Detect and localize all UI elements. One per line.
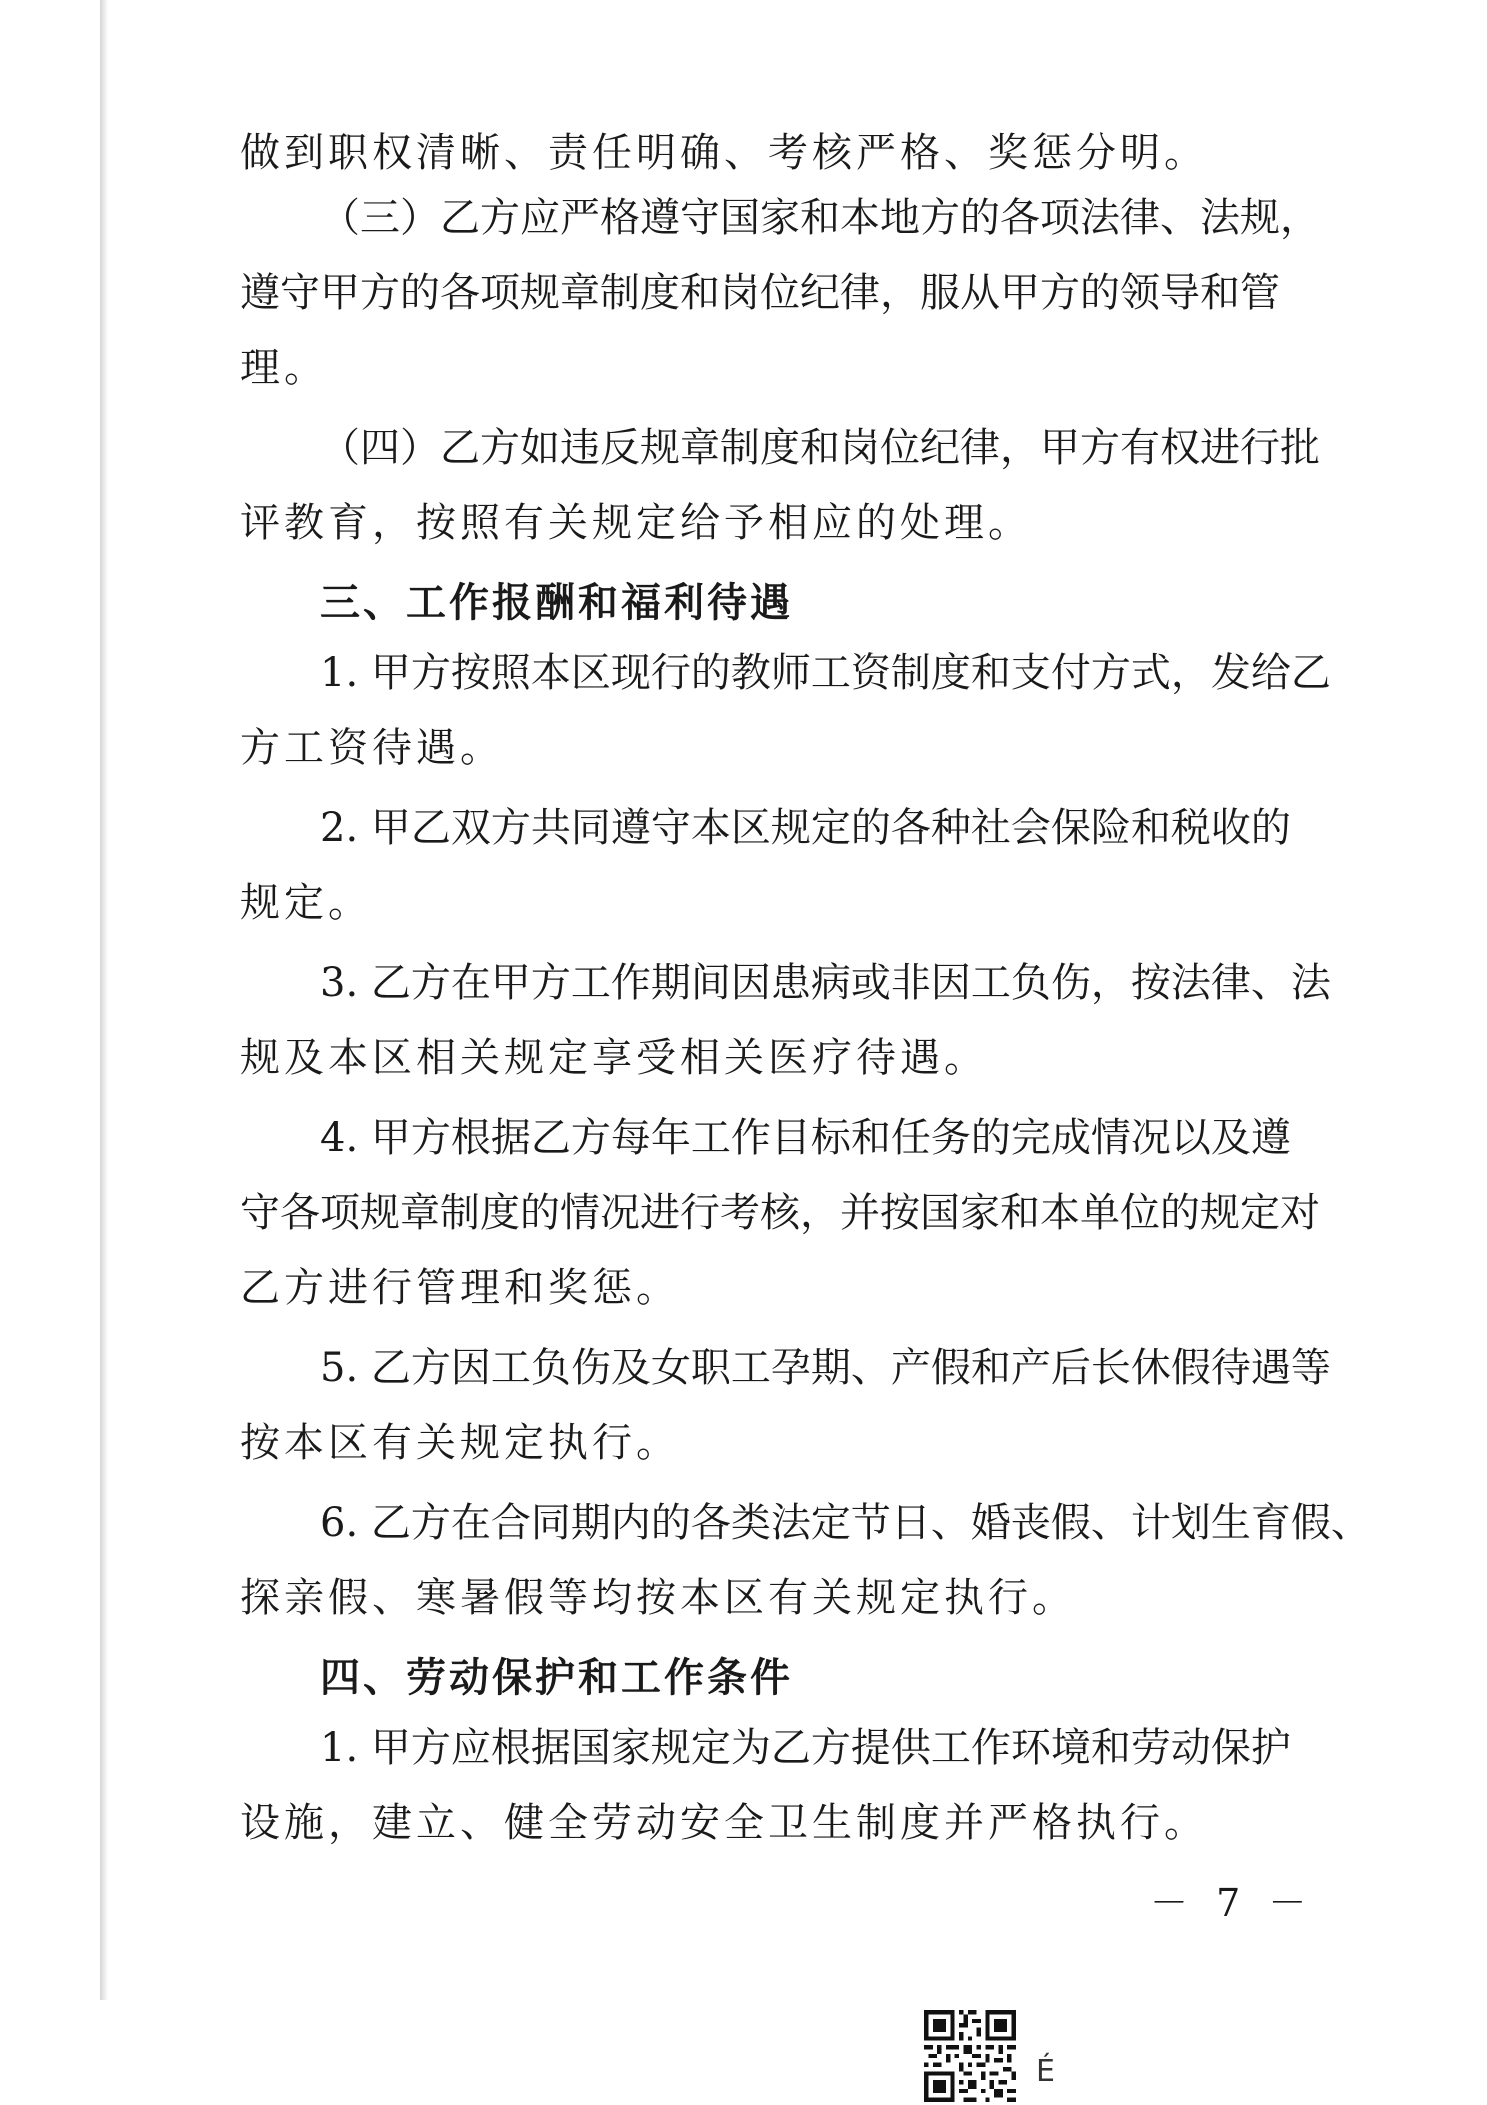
paragraph-line: 乙方进行管理和奖惩。 xyxy=(240,1265,680,1311)
paragraph-line: （四）乙方如违反规章制度和岗位纪律，甲方有权进行批 xyxy=(320,425,1320,471)
paragraph-line: 2. 甲乙双方共同遵守本区规定的各种社会保险和税收的 xyxy=(320,805,1291,851)
paragraph-line: 守各项规章制度的情况进行考核，并按国家和本单位的规定对 xyxy=(240,1190,1320,1236)
paragraph-line: 理。 xyxy=(240,345,328,391)
paragraph-line: 探亲假、寒暑假等均按本区有关规定执行。 xyxy=(240,1575,1076,1621)
paragraph-line: 做到职权清晰、责任明确、考核严格、奖惩分明。 xyxy=(240,130,1208,176)
paragraph-line: （三）乙方应严格遵守国家和本地方的各项法律、法规， xyxy=(320,195,1320,241)
paragraph-line: 1. 甲方应根据国家规定为乙方提供工作环境和劳动保护 xyxy=(320,1725,1291,1771)
qr-code-icon xyxy=(924,2010,1016,2102)
paragraph-line: 规及本区相关规定享受相关医疗待遇。 xyxy=(240,1035,988,1081)
paragraph-line: 设施，建立、健全劳动安全卫生制度并严格执行。 xyxy=(240,1800,1208,1846)
page-number: － 7 － xyxy=(1150,1881,1315,1925)
paragraph-line: 遵守甲方的各项规章制度和岗位纪律，服从甲方的领导和管 xyxy=(240,270,1280,316)
paragraph-line: 方工资待遇。 xyxy=(240,725,504,771)
paragraph-line: 5. 乙方因工负伤及女职工孕期、产假和产后长休假待遇等 xyxy=(320,1345,1331,1391)
paragraph-line: 3. 乙方在甲方工作期间因患病或非因工负伤，按法律、法 xyxy=(320,960,1331,1006)
scanner-mark: É xyxy=(1036,2054,1055,2089)
paragraph-line: 1. 甲方按照本区现行的教师工资制度和支付方式，发给乙 xyxy=(320,650,1331,696)
paragraph-line: 规定。 xyxy=(240,880,372,926)
paragraph-line: 6. 乙方在合同期内的各类法定节日、婚丧假、计划生育假、 xyxy=(320,1500,1371,1546)
paragraph-line: 4. 甲方根据乙方每年工作目标和任务的完成情况以及遵 xyxy=(320,1115,1291,1161)
paragraph-line: 评教育，按照有关规定给予相应的处理。 xyxy=(240,500,1032,546)
section-heading: 四、劳动保护和工作条件 xyxy=(320,1655,793,1701)
paragraph-line: 按本区有关规定执行。 xyxy=(240,1420,680,1466)
section-heading: 三、工作报酬和福利待遇 xyxy=(320,580,793,626)
